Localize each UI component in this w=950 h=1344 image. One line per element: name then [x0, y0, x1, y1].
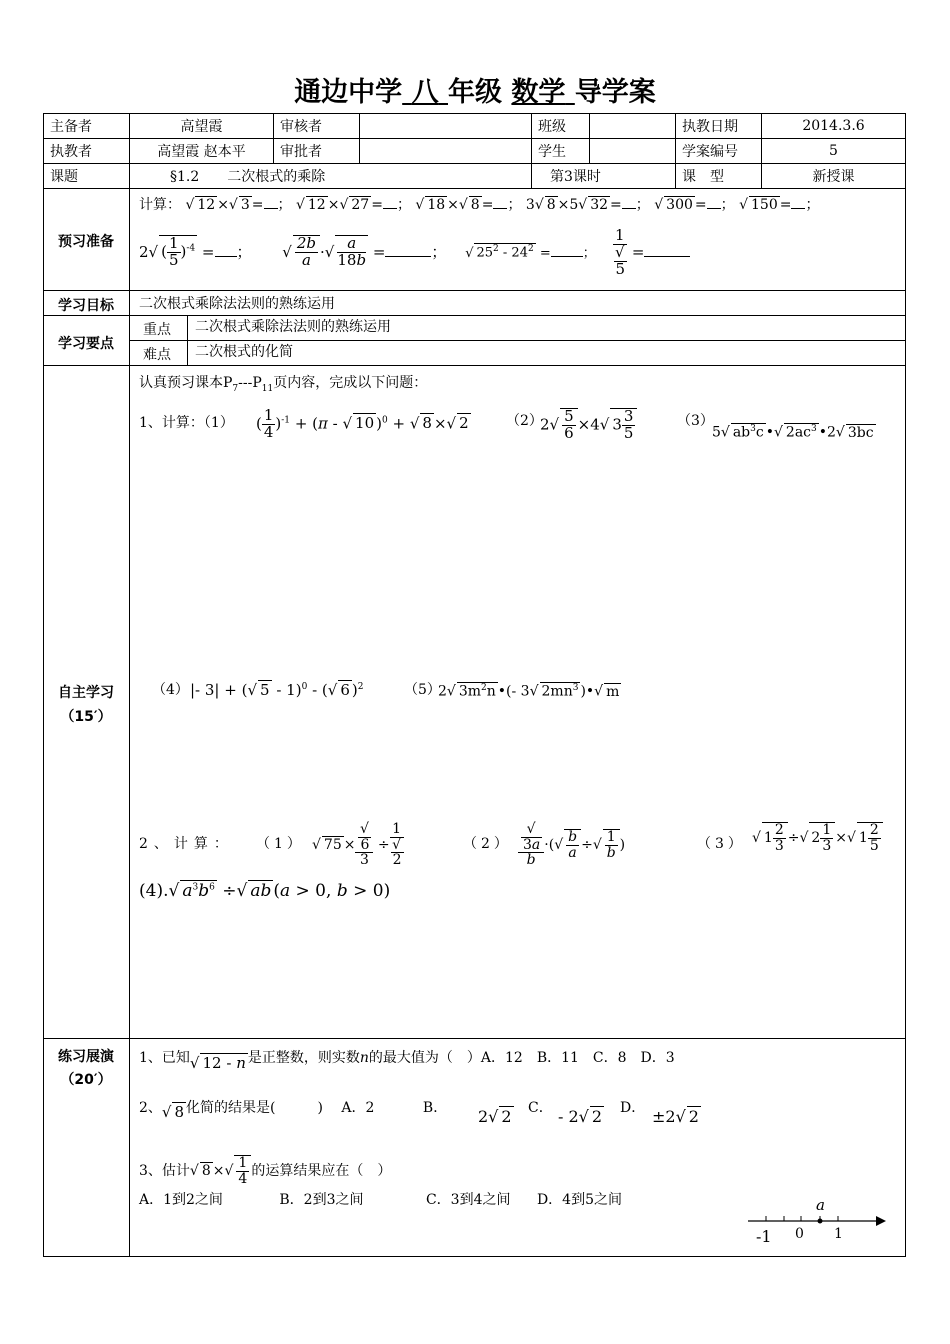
- practice-3: 3、估计√ 8 ×√ $\frac{1}{4}$ 的运算结果应在（ ）: [139, 1155, 392, 1187]
- meta-value: 高望霞 赵本平: [130, 139, 274, 164]
- option-c: C．3到4之间: [425, 1192, 511, 1208]
- meta-label: 学生: [532, 139, 590, 164]
- prep-item: √ 150 = ；: [739, 197, 820, 213]
- option-b: B．2到3之间: [279, 1192, 364, 1208]
- meta-value: 5: [762, 139, 906, 164]
- prep-item: 1 √ 5 =: [613, 243, 691, 261]
- prep-item: √ 300 = ；: [654, 197, 735, 213]
- prep-item: √ 12 ×√ 27 = ；: [295, 197, 411, 213]
- meta-label: 主备者: [44, 114, 130, 139]
- meta-table: [43, 113, 906, 189]
- prep-item: √ 18 ×√ 8 = ；: [415, 197, 522, 213]
- title-grade: 八: [411, 77, 439, 108]
- q2-4-formula: (4).√ $a^3b^6$ ÷√ ab (a > 0, b > 0): [139, 881, 391, 901]
- option-b: B．: [422, 1100, 448, 1116]
- prep-item: √ 12 ×√ 3 = ；: [185, 197, 292, 213]
- option-b-value: 2√ 2: [478, 1107, 512, 1126]
- meta-label: 班级: [532, 114, 590, 139]
- section-practice: 练习展演: [58, 1049, 114, 1065]
- prep-item: √ $\frac{2b}{a}$ ·√ $\frac{a}{18b}$ = ；: [282, 234, 447, 270]
- section-goal: 学习目标: [58, 298, 114, 314]
- prep-calc-line: [139, 194, 819, 214]
- meta-label: 审批者: [274, 139, 360, 164]
- q1-5-formula: 2√ $3m^2n$ •(- 3√ $2mn^3$ )•√ m: [438, 683, 620, 700]
- section-self-study-time: （15′）: [60, 709, 112, 725]
- q1-2-formula: 2√ $\frac{5}{6}$ ×4√ 3 $\frac{3}{5}$: [540, 408, 637, 442]
- key-point-divider: [187, 315, 188, 365]
- prep-formula-line: [139, 228, 690, 277]
- difficult-text: 二次根式的化简: [195, 344, 293, 360]
- prep-calc-label: 计算：: [139, 197, 181, 213]
- meta-value: 高望霞: [130, 114, 274, 139]
- row-divider: [43, 1038, 905, 1039]
- arrow-icon: [876, 1216, 886, 1226]
- meta-value[interactable]: [590, 139, 676, 164]
- meta-value: 2014.3.6: [762, 114, 906, 139]
- goal-text: 二次根式乘除法法则的熟练运用: [139, 296, 335, 312]
- meta-label: 课 型: [676, 164, 762, 189]
- self-study-intro: 认真预习课本$P_7---P_{11}$页内容，完成以下问题：: [139, 375, 428, 394]
- point-a-label: a: [816, 1196, 825, 1214]
- meta-label: 审核者: [274, 114, 360, 139]
- question-1-label: 1、计算：: [139, 415, 204, 431]
- row-divider: [43, 290, 905, 291]
- option-d: D．: [620, 1100, 646, 1116]
- q1-4-formula: |- 3| + (√ 5 - 1)$^0$ - (√ 6 )$^2$: [190, 681, 364, 699]
- meta-value[interactable]: [360, 139, 532, 164]
- question-number: （3）: [677, 413, 714, 429]
- meta-label: 课题: [44, 164, 130, 189]
- option-a: A．1到2之间: [139, 1192, 223, 1208]
- important-label: 重点: [143, 322, 171, 338]
- section-self-study: 自主学习: [58, 685, 114, 701]
- meta-row-1: [44, 114, 906, 139]
- prep-item: 2√ ( $\frac{1}{5}$ )$^{-4}$ = ；: [139, 234, 252, 270]
- important-text: 二次根式乘除法法则的熟练运用: [195, 319, 391, 335]
- point-a: [818, 1219, 823, 1224]
- title-grade-word: 年级: [448, 77, 502, 108]
- question-number: （4）: [152, 682, 189, 698]
- tick-label: 0: [795, 1226, 804, 1242]
- meta-row-2: [44, 139, 906, 164]
- question-number: （2）: [463, 836, 512, 852]
- q2-1-formula: √ 75 × √ 6 3 ÷ 1 √ 2: [312, 821, 402, 869]
- question-number: （2）: [506, 413, 543, 429]
- label-column-divider: [129, 188, 130, 1256]
- practice-1: 1、已知√ 12 - n 是正整数，则实数n的最大值为（ ）A．12 B．11 C．8 D．3: [139, 1050, 675, 1072]
- section-prep: 预习准备: [58, 234, 114, 250]
- meta-row-3: [44, 164, 906, 189]
- option-c: C．: [528, 1100, 553, 1116]
- lesson-type: 新授课: [762, 164, 906, 189]
- prep-item: 3√ 8 ×5√ 32 = ；: [525, 197, 650, 213]
- tick-label: -1: [756, 1227, 772, 1246]
- question-1-line: [139, 412, 234, 432]
- meta-label: 学案编号: [676, 139, 762, 164]
- q2-2-formula: √ 3a b ·(√ $\frac{b}{a}$ ÷√ $\frac{1}{b}$ ): [518, 822, 625, 868]
- question-number: (4).: [139, 881, 169, 901]
- option-c-value: - 2√ 2: [558, 1107, 603, 1126]
- q1-1-formula: ( $\frac{1}{4}$ )$^{-1}$ + (π - √ 10 )$^0$ + √ 8 ×√ 2: [256, 406, 469, 441]
- title-suffix: 导学案: [574, 77, 656, 108]
- option-d-value: ±2√ 2: [652, 1107, 699, 1126]
- question-number: （3）: [697, 836, 746, 852]
- section-key: 学习要点: [58, 336, 114, 352]
- lesson-topic: §1.2 二次根式的乘除: [130, 164, 532, 189]
- q2-3-formula: √ 1 $\frac{2}{3}$ ÷√ 2 $\frac{1}{3}$ ×√ 1 $\frac{2}{5}$: [752, 822, 883, 853]
- question-number: （1）: [256, 836, 305, 852]
- section-practice-time: （20′）: [60, 1072, 112, 1088]
- lesson-period: 第3课时: [532, 164, 676, 189]
- question-number: （1）: [203, 415, 234, 431]
- meta-label: 执教日期: [676, 114, 762, 139]
- question-2-label: 2、计算：: [139, 836, 234, 852]
- row-divider: [43, 315, 905, 316]
- practice-3-options: [139, 1189, 622, 1209]
- tick-label: 1: [834, 1226, 843, 1242]
- option-a: A．2: [341, 1100, 375, 1116]
- title-school: 通边中学: [294, 77, 403, 108]
- practice-2: 2、√ 8 化简的结果是( ) A．2 B．: [139, 1100, 448, 1121]
- meta-value[interactable]: [360, 114, 532, 139]
- difficult-label: 难点: [143, 347, 171, 363]
- title-subject: 数学: [511, 77, 566, 108]
- prep-item: √ $25^2 - 24^2$ = ；: [465, 244, 596, 261]
- page-title: [0, 70, 950, 109]
- meta-value[interactable]: [590, 114, 676, 139]
- row-divider: [43, 365, 905, 366]
- meta-label: 执教者: [44, 139, 130, 164]
- option-d: D．4到5之间: [536, 1192, 622, 1208]
- question-number: （5）: [404, 682, 441, 698]
- q1-3-formula: 5√ $ab^3c$ •√ $2ac^3$ •2√ 3bc: [712, 424, 874, 441]
